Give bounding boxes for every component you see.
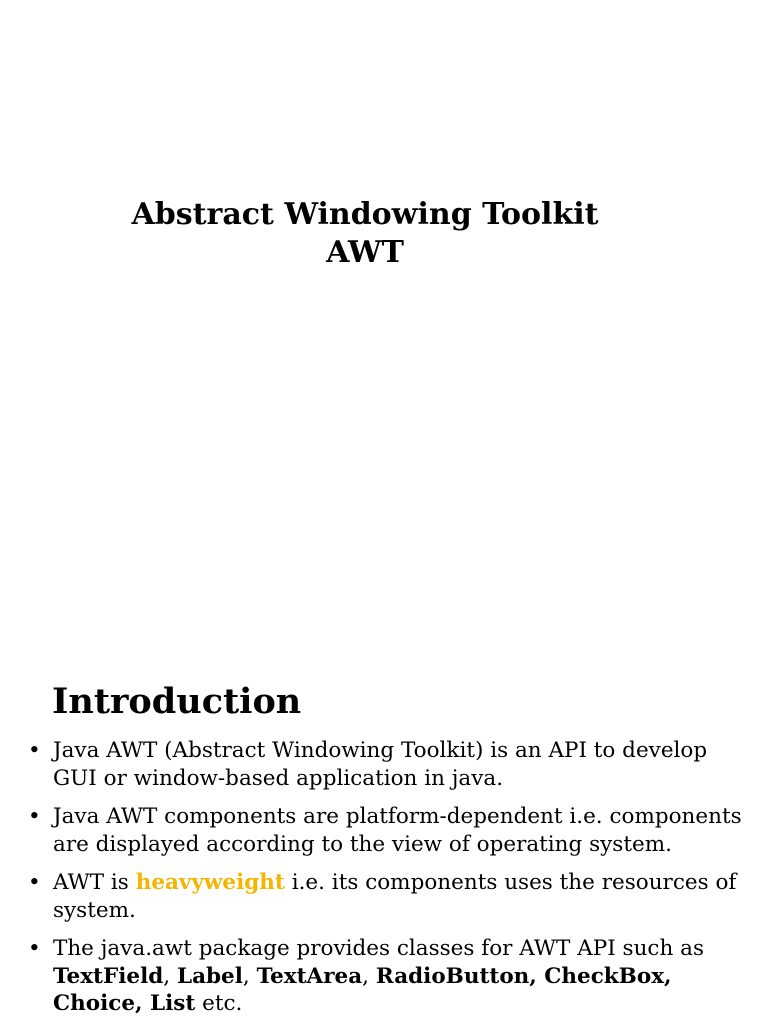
title-line-2: AWT [326,235,404,270]
term-separator: , [362,963,376,989]
term-separator: , [242,963,257,989]
bullet-text-suffix: i.e. its components uses the resources of system. [53,870,737,923]
component-term: RadioButton, CheckBox, Choice, List [53,963,672,1016]
bullet-text: Java AWT (Abstract Windowing Toolkit) is an API to develop GUI or window-based application in java. [53,738,708,791]
component-term: Label [176,963,243,989]
bullet-item [28,869,750,924]
bullet-item [28,803,750,858]
component-term: TextArea [256,963,363,989]
component-term: TextField [53,963,164,989]
bullet-marker: • [28,870,41,895]
bullet-item [28,935,750,1018]
bullet-marker: • [28,936,41,961]
term-separator: , [163,963,177,989]
slide-title [0,196,730,272]
bullet-marker: • [28,738,41,763]
highlighted-keyword: heavyweight [135,870,285,895]
bullet-list [28,737,750,1024]
title-line-1: Abstract Windowing Toolkit [131,197,599,232]
bullet-text-prefix: AWT is [53,870,136,895]
slide-heading: Introduction [52,681,302,722]
bullet-text: Java AWT components are platform-dependent i.e. components are displayed according to the view of operating system. [53,804,742,857]
bullet-item [28,737,750,792]
bullet-text-suffix: etc. [195,991,243,1016]
bullet-text-prefix: The java.awt package provides classes for AWT API such as [53,936,704,961]
bullet-marker: • [28,804,41,829]
